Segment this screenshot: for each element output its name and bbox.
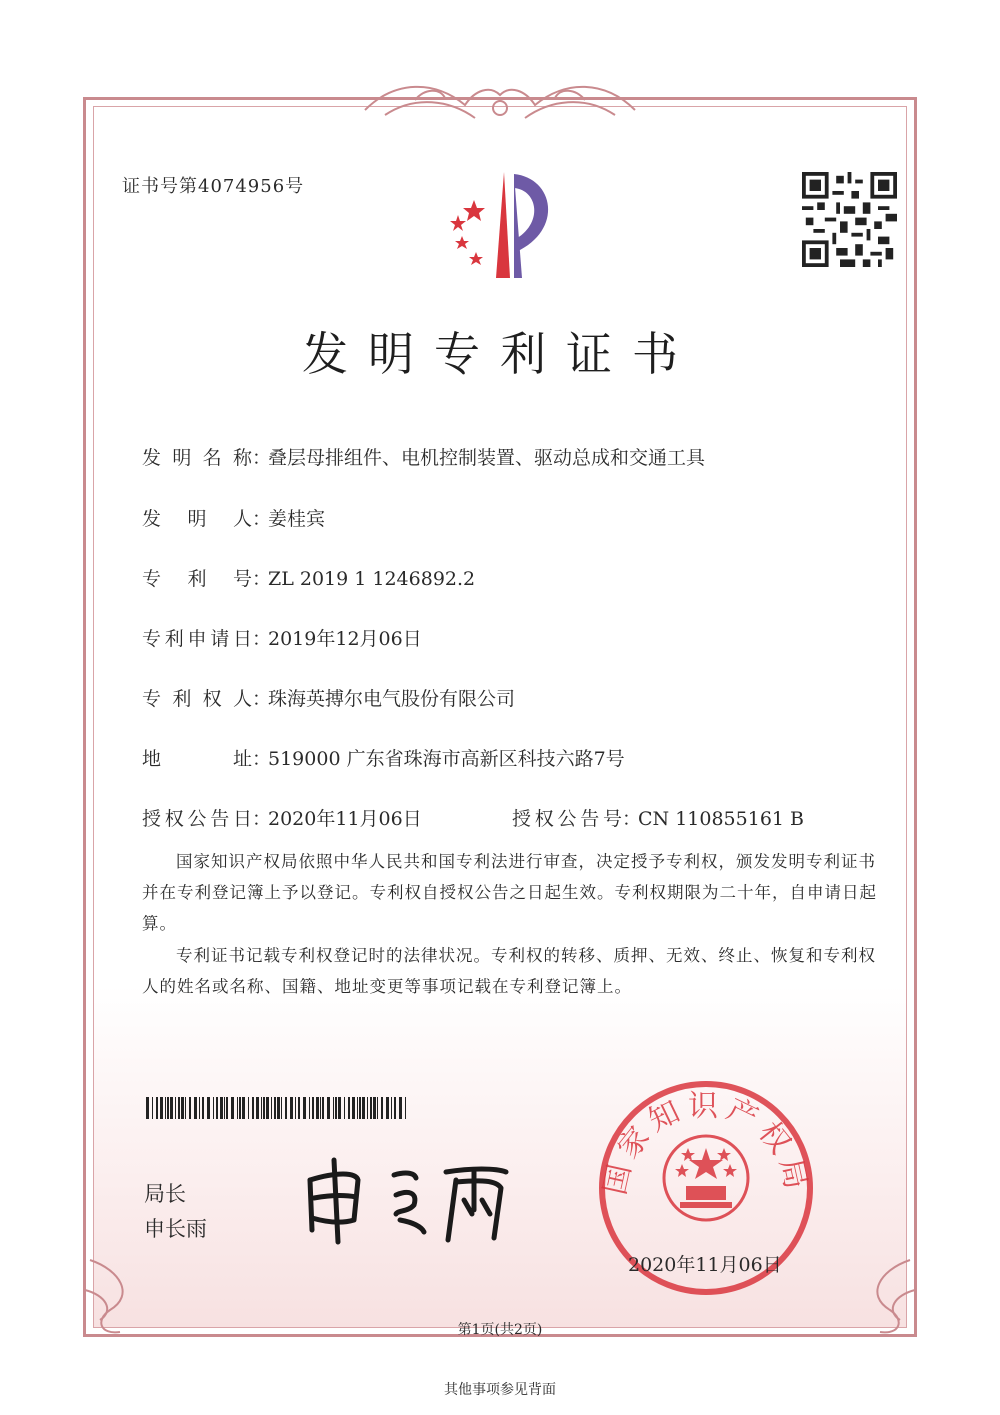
field-label: 专 利 申 请 日 — [142, 628, 252, 650]
field-value: 珠海英搏尔电气股份有限公司 — [268, 688, 516, 710]
field-value: CN 110855161 B — [638, 808, 804, 830]
field-label: 授 权 公 告 号 — [512, 808, 622, 830]
field-application-date: 专 利 申 请 日 ：2019年12月06日 — [142, 624, 422, 651]
field-label: 发 明 名 称 — [142, 447, 252, 469]
page-number: 第1页(共2页) — [457, 1322, 543, 1338]
field-label: 专 利 号 — [142, 568, 252, 590]
certificate-number: 证书号第4074956号 — [122, 176, 305, 197]
field-value: 519000 广东省珠海市高新区科技六路7号 — [268, 748, 625, 770]
field-invention-name: 发 明 名 称 ：叠层母排组件、电机控制装置、驱动总成和交通工具 — [142, 443, 705, 470]
field-value: 2019年12月06日 — [268, 628, 422, 650]
certificate-title: 发明专利证书 — [302, 327, 698, 381]
patent-office-emblem-icon — [434, 160, 570, 282]
field-inventor: 发 明 人 ：姜桂宾 — [142, 504, 325, 531]
field-value: ZL 2019 1 1246892.2 — [268, 568, 476, 590]
signatory-title: 局长 — [144, 1182, 186, 1206]
field-patent-number: 专 利 号 ：ZL 2019 1 1246892.2 — [142, 564, 475, 591]
field-value: 姜桂宾 — [268, 508, 326, 530]
field-value: 2020年11月06日 — [268, 808, 422, 830]
seal-date: 2020年11月06日 — [628, 1254, 782, 1276]
field-label: 发 明 人 — [142, 508, 252, 530]
statement-paragraph-1: 国家知识产权局依照中华人民共和国专利法进行审查，决定授予专利权，颁发发明专利证书并在专利登记簿上予以登记。专利权自授权公告之日起生效。专利权期限为二十年，自申请日起算。 — [142, 852, 877, 933]
field-patentee: 专 利 权 人 ：珠海英搏尔电气股份有限公司 — [142, 684, 515, 711]
handwritten-signature-icon — [296, 1150, 516, 1245]
footer-note: 其他事项参见背面 — [444, 1382, 556, 1398]
field-grant-number: 授 权 公 告 号 ：CN 110855161 B — [512, 804, 804, 831]
field-grant-date: 授 权 公 告 日 ：2020年11月06日 — [142, 804, 422, 831]
field-address: 地 址 ：519000 广东省珠海市高新区科技六路7号 — [142, 744, 625, 771]
field-label: 授 权 公 告 日 — [142, 808, 252, 830]
qr-code-icon — [802, 172, 897, 267]
field-label: 专 利 权 人 — [142, 688, 252, 710]
field-value: 叠层母排组件、电机控制装置、驱动总成和交通工具 — [268, 447, 706, 469]
field-label: 地 址 — [142, 748, 252, 770]
signatory-name: 申长雨 — [144, 1217, 207, 1241]
svg-text:国家知识产权局: 国家知识产权局 — [597, 1089, 815, 1199]
top-ornament-icon — [355, 70, 645, 130]
barcode-icon — [146, 1097, 408, 1119]
statement-paragraph-2: 专利证书记载专利权登记时的法律状况。专利权的转移、质押、无效、终止、恢复和专利权人的姓名或名称、国籍、地址变更等事项记载在专利登记簿上。 — [142, 946, 876, 996]
